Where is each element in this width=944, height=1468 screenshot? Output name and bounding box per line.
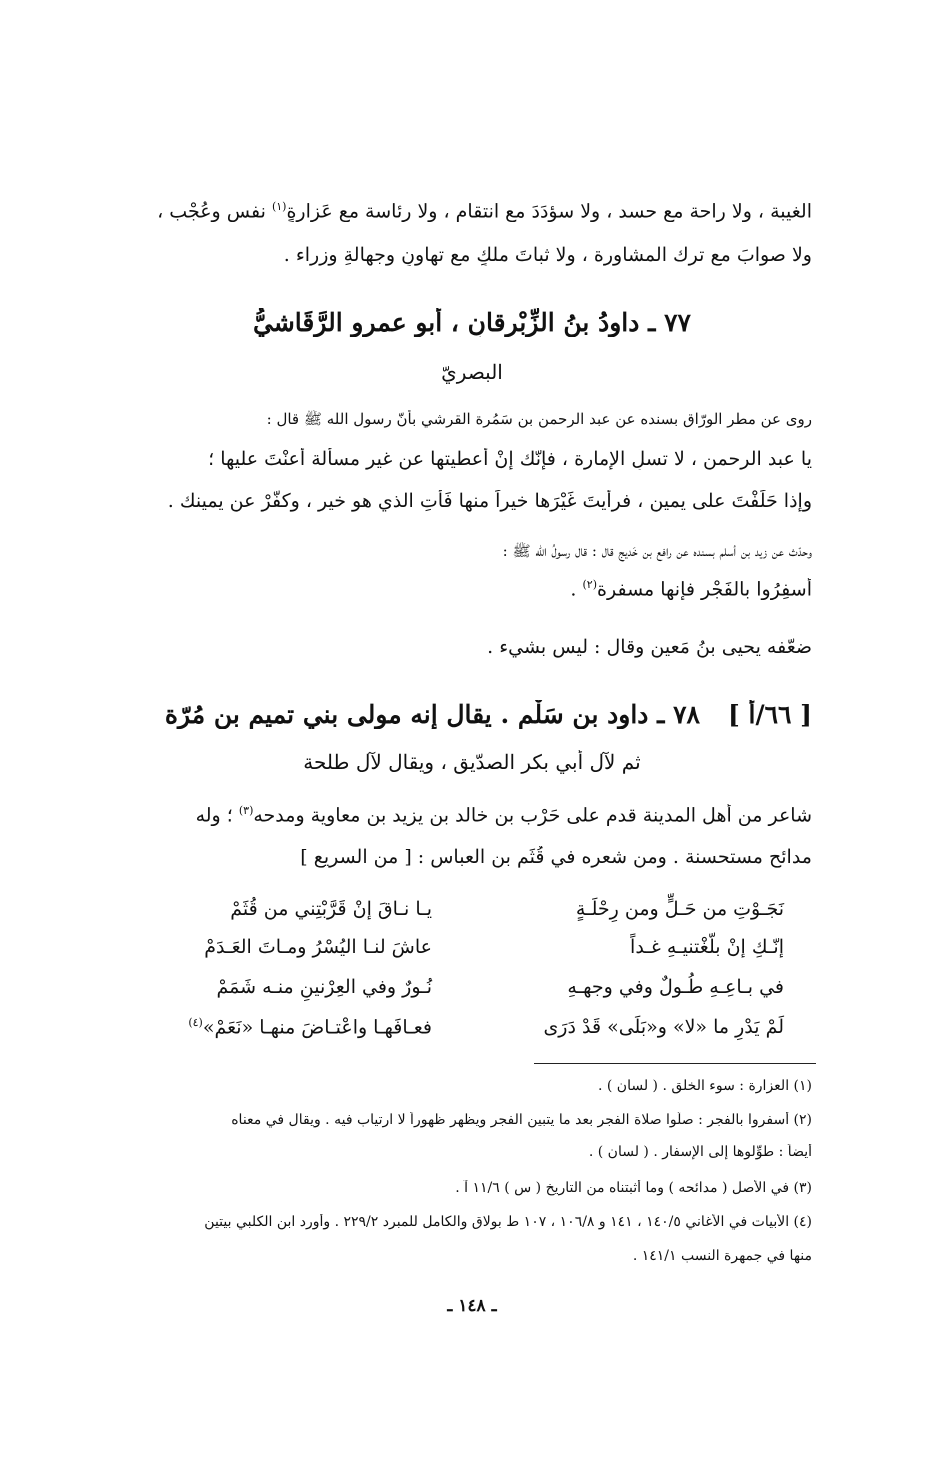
entry-78-text-end: ؛ وله	[195, 804, 239, 827]
hadith-2-end: .	[570, 578, 583, 601]
verse-1-first-hemistich: نَجَـوْتِ من حَـلٍّ ومن رِحْلَـةٍ	[575, 898, 784, 920]
folio-marker: [ ٦٦/أ ]	[727, 700, 812, 729]
intro-text-end: نفسٍ وعُجْب ،	[157, 200, 272, 223]
entry-78-text: شاعر من أهل المدينة قدم على حَرْب بن خالد بن يزيد بن معاوية ومدحه	[253, 804, 812, 827]
footnote-marker[interactable]: (٢)	[582, 578, 598, 591]
intro-line-2: ولا صوابَ مع ترك المشاورة ، ولا ثباتَ ملكٍ مع تهاونٍ وجهالةِ وزراء .	[283, 244, 812, 266]
footnote-marker[interactable]: (٤)	[188, 1016, 203, 1029]
verse-2-second-hemistich: عاشَ لنـا اليُسْرُ ومـاتَ العَـدَمْ	[204, 936, 432, 958]
hadith-2-text: أسفِرُوا بالفَجْر فإنها مسفرة	[597, 578, 812, 601]
footnote-marker[interactable]: (٣)	[238, 804, 254, 817]
entry-77-subtitle: البصريّ	[441, 360, 503, 384]
verse-2-first-hemistich: إنّـكِ إنْ بلّغْتنيـهِ غـداً	[630, 936, 784, 958]
entry-78-text-a	[132, 804, 812, 826]
entry-77-isnad-1: روى عن مطر الورّاق بسنده عن عبد الرحمن بن سَمُرة القرشي بأنّ رسول الله ﷺ قال :	[266, 410, 812, 428]
verse-4-first-hemistich: لَمْ يَدْرِ ما «لا» و«بَلَى» قَدْ دَرَى	[543, 1016, 784, 1038]
footnote-4b: منها في جمهرة النسب ١٤١/١ .	[632, 1248, 812, 1264]
intro-line-1	[132, 200, 812, 222]
verse-3-second-hemistich: نُـورٌ وفي العِرْنينِ منـه شَمَمْ	[216, 976, 432, 998]
footnote-marker[interactable]: (١)	[271, 200, 287, 213]
entry-77-isnad-2: وحدّث عن زيد بن أسلم بسنده عن رافع بن خَديج قال : قال رسولُ الله ﷺ :	[502, 542, 812, 560]
entry-77-hadith-1a: يا عبد الرحمن ، لا تسلِ الإمارة ، فإنّك إنْ أُعطيتها عن غير مسألة أُعنْتَ عليها ؛	[208, 448, 812, 470]
footnote-2a: (٢) أسفروا بالفجر : صلّوا صلاة الفجر بعد ما يتبين الفجر ويظهر ظهوراً لا ارتياب فيه . ويقال في معناه	[231, 1112, 812, 1128]
footnote-separator	[534, 1063, 816, 1064]
footnote-2b: أيضاً : طوِّلوها إلى الإسفار . ( لسان ) .	[588, 1144, 812, 1160]
entry-77-hadith-1b: وإذا حَلَفْتَ على يمين ، فرأيتَ غَيْرَها خيراً منها فَأْتِ الذي هو خير ، وكفّرْ عن يمينك .	[167, 490, 812, 512]
entry-78-title: ٧٨ ـ داود بن سَلْم . يقال إنه مولى بني تميم بن مُرّة	[164, 700, 700, 729]
footnote-3: (٣) في الأصل ( مدائحه ) وما أثبتناه من التاريخ ( س ) ١١/٦ آ .	[455, 1180, 812, 1196]
page-number: ـ ١٤٨ ـ	[447, 1296, 497, 1316]
entry-77-title: ٧٧ ـ داودُ بنُ الزِّبْرقانِ ، أبو عمرو الرَّقَاشيُّ	[253, 308, 691, 337]
verse-3-first-hemistich: في بـاعِـهِ طُـولٌ وفي وجهـهِ	[567, 976, 784, 998]
footnote-1: (١) العزارة : سوء الخلق . ( لسان ) .	[597, 1078, 812, 1094]
entry-78-text-b: مدائح مستحسنة . ومن شعره في قُثَم بن العباس : [ من السريع ]	[300, 846, 812, 868]
footnote-4a: (٤) الأبيات في الأغاني ١٤٠/٥ ، ١٤١ و ١٠٦/٨ ، ١٠٧ ط بولاق والكامل للمبرد ٢٢٩/٢ . وأورد ابن الكلبي بيتين	[204, 1214, 812, 1230]
intro-text: الغيبة ، ولا راحة مع حسد ، ولا سؤدَدَ مع انتقام ، ولا رئاسة مع عَزارةٍ	[286, 200, 812, 223]
verse-1-second-hemistich: يـا نـاقَ إنْ قَرَّبْتِني من قُثَمْ	[230, 898, 432, 920]
entry-78-header	[132, 700, 812, 729]
verse-4-text: فعـافَهـا واعْتـاضَ منهـا «نَعَمْ»	[202, 1016, 432, 1039]
entry-77-note: ضعّفه يحيى بنُ مَعين وقال : ليس بشيء .	[487, 636, 812, 658]
entry-78-subtitle: ثم لآل أبي بكر الصدّيق ، ويقال لآل طلحة	[303, 750, 641, 774]
verse-4-second-hemistich	[132, 1016, 432, 1038]
entry-77-hadith-2	[132, 578, 812, 600]
